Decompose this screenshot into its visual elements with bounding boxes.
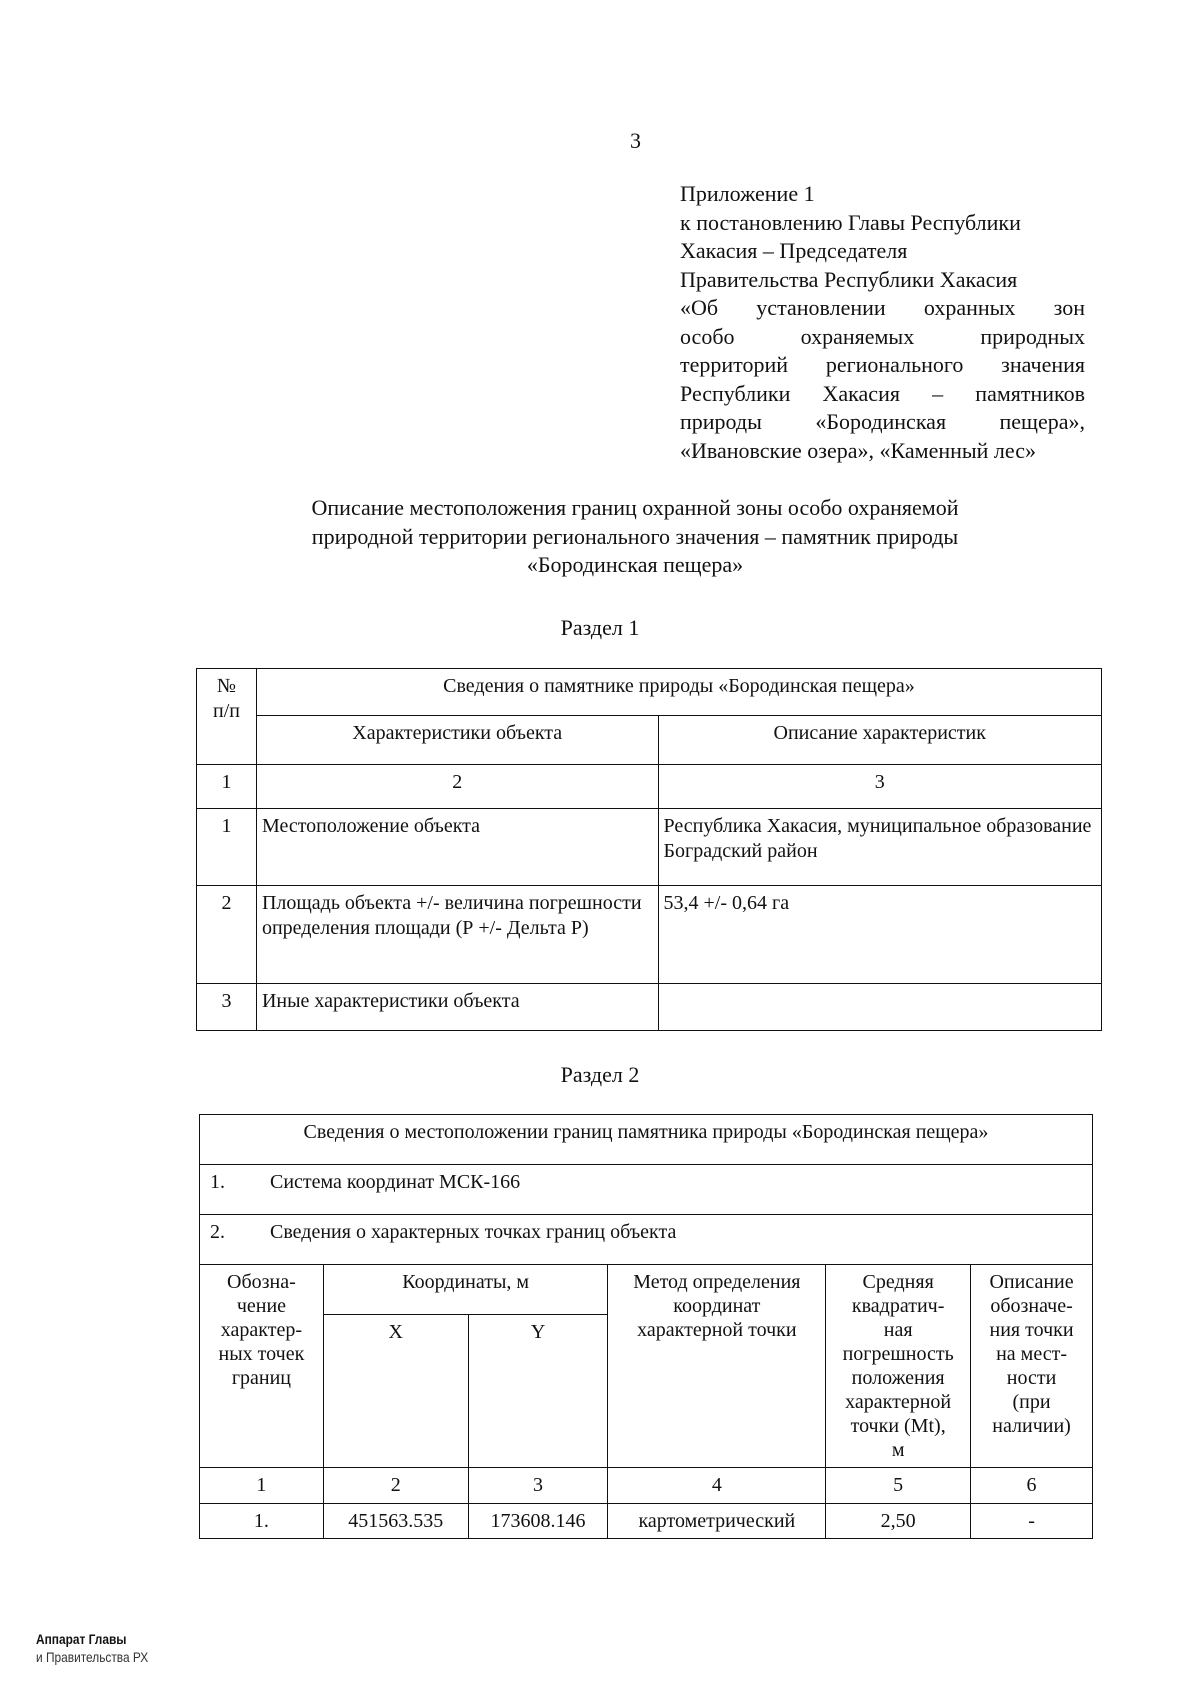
index-cell: 2 (323, 1468, 468, 1504)
col-method-header: Метод определения координат характерной точки (608, 1265, 826, 1468)
appendix-line: особо охраняемых природных (680, 323, 1085, 349)
office-stamp (36, 1630, 148, 1666)
section-1-table (196, 668, 1102, 1031)
index-cell: 3 (468, 1468, 608, 1504)
row-number: 3 (197, 984, 257, 1031)
appendix-line: Республики Хакасия – памятников (680, 380, 1085, 406)
boundary-points-row (200, 1215, 1093, 1265)
point-number: 1. (200, 1504, 324, 1539)
appendix-line: Приложение 1 (680, 181, 815, 206)
point-method: картометрический (608, 1504, 826, 1539)
col-y-header: Y (468, 1315, 608, 1468)
document-title (240, 494, 1030, 580)
page-number: 3 (630, 128, 641, 153)
title-line: природной территории регионального значения – памятник природы (311, 523, 959, 549)
appendix-line: Правительства Республики Хакасия (680, 266, 1018, 292)
section-2-table (199, 1114, 1093, 1539)
title-line: Описание местоположения границ охранной зоны особо охраняемой (311, 495, 959, 520)
index-cell: 1 (200, 1468, 324, 1504)
row-number: 1 (197, 809, 257, 886)
point-x: 451563.535 (323, 1504, 468, 1539)
row-description: Республика Хакасия, муниципальное образование Боградский район (658, 809, 1102, 886)
index-cell: 2 (256, 765, 658, 809)
col-x-header: X (323, 1315, 468, 1468)
stamp-line: Аппарат Главы (36, 1631, 127, 1647)
title-line: «Бородинская пещера» (526, 552, 744, 577)
table-caption: Сведения о местоположении границ памятника природы «Бородинская пещера» (200, 1115, 1093, 1165)
index-cell: 4 (608, 1468, 826, 1504)
stamp-line: и Правительства РХ (36, 1649, 149, 1665)
table-row (197, 886, 1102, 984)
col-error-header: Средняя квадратич- ная погрешность положения характерной точки (Mt), м (826, 1265, 971, 1468)
appendix-line: территорий регионального значения (680, 352, 1085, 377)
section-2-heading: Раздел 2 (560, 1062, 640, 1087)
coordinate-system-row (200, 1165, 1093, 1215)
col-description-header: Описание характеристик (658, 716, 1102, 765)
row-characteristic: Иные характеристики объекта (256, 984, 658, 1031)
row-description (658, 984, 1102, 1031)
table-row (197, 984, 1102, 1031)
appendix-line: природы «Бородинская пещера», (680, 409, 1085, 434)
index-cell: 3 (658, 765, 1102, 809)
col-number-header: № п/п (197, 669, 257, 765)
appendix-line: «Об установлении охранных зон (680, 295, 1085, 320)
appendix-line: «Ивановские озера», «Каменный лес» (680, 437, 1036, 463)
row-description: 53,4 +/- 0,64 га (658, 886, 1102, 984)
item-text: Система координат МСК-166 (270, 1171, 521, 1193)
item-number: 1. (210, 1171, 225, 1193)
table-row (200, 1504, 1093, 1539)
item-text: Сведения о характерных точках границ объекта (270, 1221, 677, 1243)
index-cell: 1 (197, 765, 257, 809)
section-1-heading: Раздел 1 (560, 615, 640, 640)
col-coordinates-header: Координаты, м (323, 1265, 608, 1315)
row-number: 2 (197, 886, 257, 984)
appendix-header (680, 180, 1085, 465)
point-y: 173608.146 (468, 1504, 608, 1539)
point-description: - (971, 1504, 1093, 1539)
point-error: 2,50 (826, 1504, 971, 1539)
table-caption: Сведения о памятнике природы «Бородинская пещера» (256, 669, 1101, 716)
col-point-description-header: Описание обозначе- ния точки на мест- ности (при наличии) (971, 1265, 1093, 1468)
appendix-line: к постановлению Главы Республики (680, 209, 1021, 235)
row-characteristic: Площадь объекта +/- величина погрешности определения площади (Р +/- Дельта Р) (256, 886, 658, 984)
row-characteristic: Местоположение объекта (256, 809, 658, 886)
appendix-line: Хакасия – Председателя (680, 238, 908, 263)
index-cell: 5 (826, 1468, 971, 1504)
col-characteristics-header: Характеристики объекта (256, 716, 658, 765)
item-number: 2. (210, 1221, 225, 1243)
table-row (197, 809, 1102, 886)
col-designation-header: Обозна- чение характер- ных точек границ (200, 1265, 324, 1468)
index-cell: 6 (971, 1468, 1093, 1504)
